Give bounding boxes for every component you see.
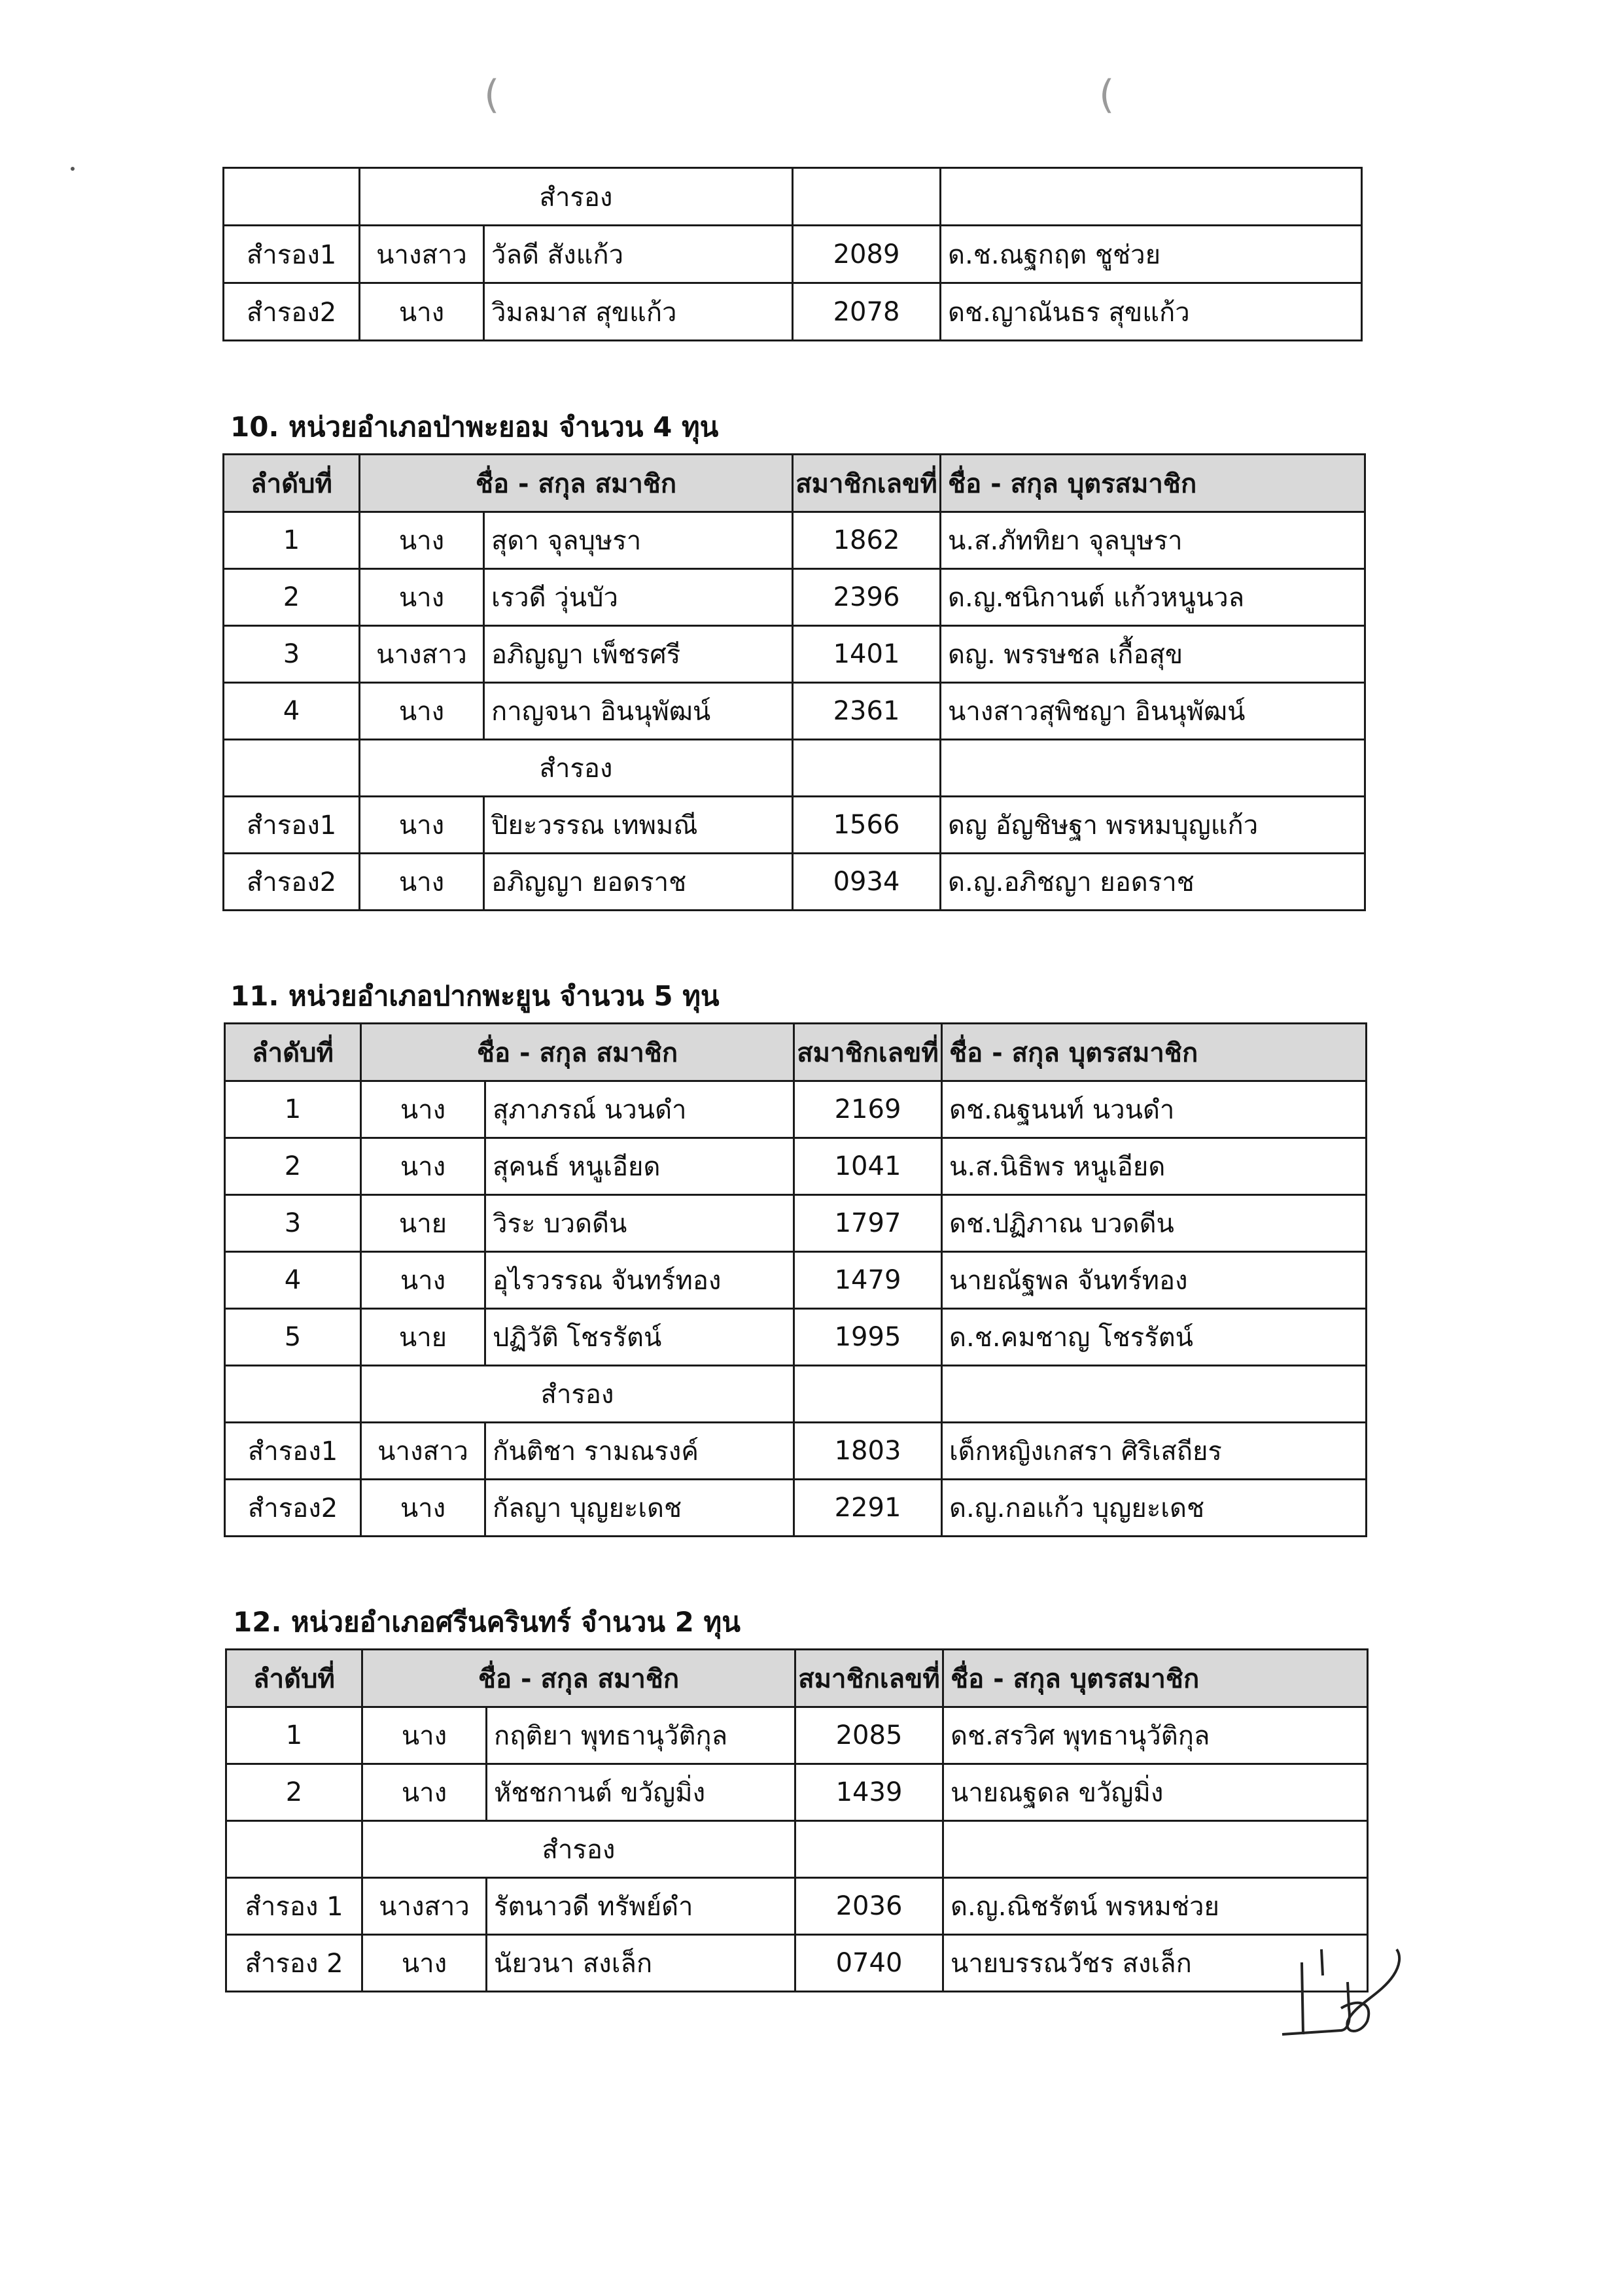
member-no-cell: 2036 xyxy=(795,1878,943,1935)
seq-cell: 5 xyxy=(225,1309,361,1366)
child-name-cell: น.ส.ภัททิยา จุลบุษรา xyxy=(941,512,1365,569)
member-no-cell: 1479 xyxy=(794,1252,942,1309)
table-row xyxy=(224,797,1365,854)
member-no-cell: 1995 xyxy=(794,1309,942,1366)
title-cell: นาง xyxy=(360,854,484,911)
title-cell: นาง xyxy=(361,1081,485,1138)
child-name-cell: ด.ช.ณฐกฤต ชูช่วย xyxy=(941,226,1362,283)
member-name-cell: วิมลมาส สุขแก้ว xyxy=(484,283,793,341)
title-cell: นาง xyxy=(361,1480,485,1537)
header-member-no: สมาชิกเลขที่ xyxy=(795,1650,943,1707)
member-name-cell: หัชชกานต์ ขวัญมิ่ง xyxy=(487,1764,795,1821)
table-row xyxy=(226,1935,1368,1992)
seq-cell: 1 xyxy=(226,1707,362,1764)
header-seq: ลำดับที่ xyxy=(224,455,360,512)
member-no-cell: 1862 xyxy=(793,512,941,569)
table-row xyxy=(225,1423,1367,1480)
reserve-header-row xyxy=(226,1821,1368,1878)
table-row xyxy=(224,626,1365,683)
member-no-cell: 1041 xyxy=(794,1138,942,1195)
child-name-cell: ดช.ญาณันธร สุขแก้ว xyxy=(941,283,1362,341)
scan-dot xyxy=(71,167,75,171)
child-name-cell: น.ส.นิธิพร หนูเอียด xyxy=(942,1138,1367,1195)
child-name-cell: ดช.สรวิศ พุทธานุวัติกุล xyxy=(943,1707,1368,1764)
seq-cell: สำรอง2 xyxy=(224,283,360,341)
seq-cell: 1 xyxy=(224,512,360,569)
seq-cell: 3 xyxy=(224,626,360,683)
header-child: ชื่อ - สกุล บุตรสมาชิก xyxy=(942,1024,1367,1081)
member-name-cell: ปฏิวัติ โชรรัตน์ xyxy=(485,1309,794,1366)
title-cell: นาง xyxy=(360,512,484,569)
child-name-cell: ด.ช.คมชาญ โชรรัตน์ xyxy=(942,1309,1367,1366)
header-name: ชื่อ - สกุล สมาชิก xyxy=(362,1650,795,1707)
table-row xyxy=(225,1309,1367,1366)
child-name-cell: เด็กหญิงเกสรา ศิริเสถียร xyxy=(942,1423,1367,1480)
title-cell: นางสาว xyxy=(360,226,484,283)
header-seq: ลำดับที่ xyxy=(225,1024,361,1081)
seq-cell: สำรอง2 xyxy=(224,854,360,911)
member-no-cell: 1566 xyxy=(793,797,941,854)
table-header-row xyxy=(225,1024,1367,1081)
table-row xyxy=(226,1764,1368,1821)
child-name-cell: ด.ญ.อภิชญา ยอดราช xyxy=(941,854,1365,911)
table-row xyxy=(225,1252,1367,1309)
title-cell: นาง xyxy=(361,1252,485,1309)
section-title-11: 11. หน่วยอำเภอปากพะยูน จำนวน 5 ทุน xyxy=(230,980,720,1012)
seq-cell: สำรอง2 xyxy=(225,1480,361,1537)
member-no-cell: 1803 xyxy=(794,1423,942,1480)
reserve-header-row xyxy=(224,168,1362,226)
child-name-cell: ด.ญ.ชนิกานต์ แก้วหนูนวล xyxy=(941,569,1365,626)
child-name-cell: ดญ อัญชิษฐา พรหมบุญแก้ว xyxy=(941,797,1365,854)
table-row xyxy=(225,1081,1367,1138)
reserve-label: สำรอง xyxy=(360,740,793,797)
member-name-cell: เรวดี วุ่นบัว xyxy=(484,569,793,626)
seq-cell: 2 xyxy=(224,569,360,626)
child-name-cell: ด.ญ.ณิชรัตน์ พรหมช่วย xyxy=(943,1878,1368,1935)
header-name: ชื่อ - สกุล สมาชิก xyxy=(360,455,793,512)
header-child: ชื่อ - สกุล บุตรสมาชิก xyxy=(941,455,1365,512)
table-row xyxy=(225,1195,1367,1252)
title-cell: นางสาว xyxy=(361,1423,485,1480)
reserve-header-row xyxy=(224,740,1365,797)
table-row xyxy=(225,1480,1367,1537)
title-cell: นาย xyxy=(361,1309,485,1366)
title-cell: นาง xyxy=(362,1935,487,1992)
title-cell: นาง xyxy=(362,1707,487,1764)
member-name-cell: สุคนธ์ หนูเอียด xyxy=(485,1138,794,1195)
header-member-no: สมาชิกเลขที่ xyxy=(794,1024,942,1081)
child-name-cell: ดช.ณฐนนท์ นวนดำ xyxy=(942,1081,1367,1138)
table-row xyxy=(226,1707,1368,1764)
member-no-cell: 2078 xyxy=(793,283,941,341)
child-name-cell: ดญ. พรรษชล เกื้อสุข xyxy=(941,626,1365,683)
member-name-cell: กาญจนา อินนุพัฒน์ xyxy=(484,683,793,740)
member-no-cell: 2085 xyxy=(795,1707,943,1764)
table-row xyxy=(224,683,1365,740)
member-no-cell: 1797 xyxy=(794,1195,942,1252)
seq-cell: สำรอง 2 xyxy=(226,1935,362,1992)
table-row xyxy=(224,854,1365,911)
title-cell: นาย xyxy=(361,1195,485,1252)
member-name-cell: กัลญา บุญยะเดช xyxy=(485,1480,794,1537)
member-name-cell: อภิญญา ยอดราช xyxy=(484,854,793,911)
table-row xyxy=(226,1878,1368,1935)
title-cell: นาง xyxy=(360,683,484,740)
title-cell: นางสาว xyxy=(360,626,484,683)
section-table-10 xyxy=(222,453,1366,911)
section-title-10: 10. หน่วยอำเภอป่าพะยอม จำนวน 4 ทุน xyxy=(230,411,719,443)
member-name-cell: กฤติยา พุทธานุวัติกุล xyxy=(487,1707,795,1764)
seq-cell: สำรอง1 xyxy=(224,226,360,283)
child-name-cell: ด.ญ.กอแก้ว บุญยะเดช xyxy=(942,1480,1367,1537)
seq-cell: 2 xyxy=(226,1764,362,1821)
title-cell: นาง xyxy=(362,1764,487,1821)
title-cell: นางสาว xyxy=(362,1878,487,1935)
title-cell: นาง xyxy=(360,283,484,341)
table-header-row xyxy=(226,1650,1368,1707)
child-name-cell: ดช.ปฏิภาณ บวดดีน xyxy=(942,1195,1367,1252)
section-table-12 xyxy=(225,1648,1369,1992)
member-name-cell: วัลดี สังแก้ว xyxy=(484,226,793,283)
member-name-cell: สุดา จุลบุษรา xyxy=(484,512,793,569)
seq-cell: สำรอง1 xyxy=(225,1423,361,1480)
title-cell: นาง xyxy=(360,569,484,626)
section-title-12: 12. หน่วยอำเภอศรีนครินทร์ จำนวน 2 ทุน xyxy=(233,1606,741,1638)
reserve-label: สำรอง xyxy=(360,168,793,226)
member-no-cell: 0934 xyxy=(793,854,941,911)
member-no-cell: 2361 xyxy=(793,683,941,740)
signature-mark xyxy=(1276,1936,1406,2054)
child-name-cell: นางสาวสุพิชญา อินนุพัฒน์ xyxy=(941,683,1365,740)
child-name-cell: นายณฐดล ขวัญมิ่ง xyxy=(943,1764,1368,1821)
member-no-cell: 2396 xyxy=(793,569,941,626)
header-child: ชื่อ - สกุล บุตรสมาชิก xyxy=(943,1650,1368,1707)
member-name-cell: ปิยะวรรณ เทพมณี xyxy=(484,797,793,854)
header-name: ชื่อ - สกุล สมาชิก xyxy=(361,1024,794,1081)
table-row xyxy=(224,226,1362,283)
seq-cell: 4 xyxy=(225,1252,361,1309)
table-header-row xyxy=(224,455,1365,512)
child-name-cell: นายบรรณวัชร สงเล็ก xyxy=(943,1935,1368,1992)
seq-cell: 2 xyxy=(225,1138,361,1195)
table-row xyxy=(225,1138,1367,1195)
reserve-label: สำรอง xyxy=(361,1366,794,1423)
scan-mark: ( xyxy=(484,72,500,118)
reserve-label: สำรอง xyxy=(362,1821,795,1878)
reserve-header-row xyxy=(225,1366,1367,1423)
header-seq: ลำดับที่ xyxy=(226,1650,362,1707)
member-no-cell: 2089 xyxy=(793,226,941,283)
title-cell: นาง xyxy=(361,1138,485,1195)
seq-cell: สำรอง1 xyxy=(224,797,360,854)
member-no-cell: 1439 xyxy=(795,1764,943,1821)
member-name-cell: สุภาภรณ์ นวนดำ xyxy=(485,1081,794,1138)
header-member-no: สมาชิกเลขที่ xyxy=(793,455,941,512)
member-name-cell: นัยวนา สงเล็ก xyxy=(487,1935,795,1992)
table-row xyxy=(224,283,1362,341)
seq-cell: สำรอง 1 xyxy=(226,1878,362,1935)
section-table-11 xyxy=(224,1022,1367,1537)
title-cell: นาง xyxy=(360,797,484,854)
seq-cell: 3 xyxy=(225,1195,361,1252)
member-name-cell: กันติชา รามณรงค์ xyxy=(485,1423,794,1480)
member-name-cell: รัตนาวดี ทรัพย์ดำ xyxy=(487,1878,795,1935)
seq-cell: 1 xyxy=(225,1081,361,1138)
child-name-cell: นายณัฐพล จันทร์ทอง xyxy=(942,1252,1367,1309)
member-no-cell: 2291 xyxy=(794,1480,942,1537)
member-no-cell: 1401 xyxy=(793,626,941,683)
continuation-table xyxy=(222,167,1363,341)
table-row xyxy=(224,512,1365,569)
member-no-cell: 2169 xyxy=(794,1081,942,1138)
member-name-cell: อภิญญา เพ็ชรศรี xyxy=(484,626,793,683)
table-row xyxy=(224,569,1365,626)
scan-mark: ( xyxy=(1099,72,1115,118)
member-no-cell: 0740 xyxy=(795,1935,943,1992)
member-name-cell: วิระ บวดดีน xyxy=(485,1195,794,1252)
member-name-cell: อุไรวรรณ จันทร์ทอง xyxy=(485,1252,794,1309)
seq-cell: 4 xyxy=(224,683,360,740)
